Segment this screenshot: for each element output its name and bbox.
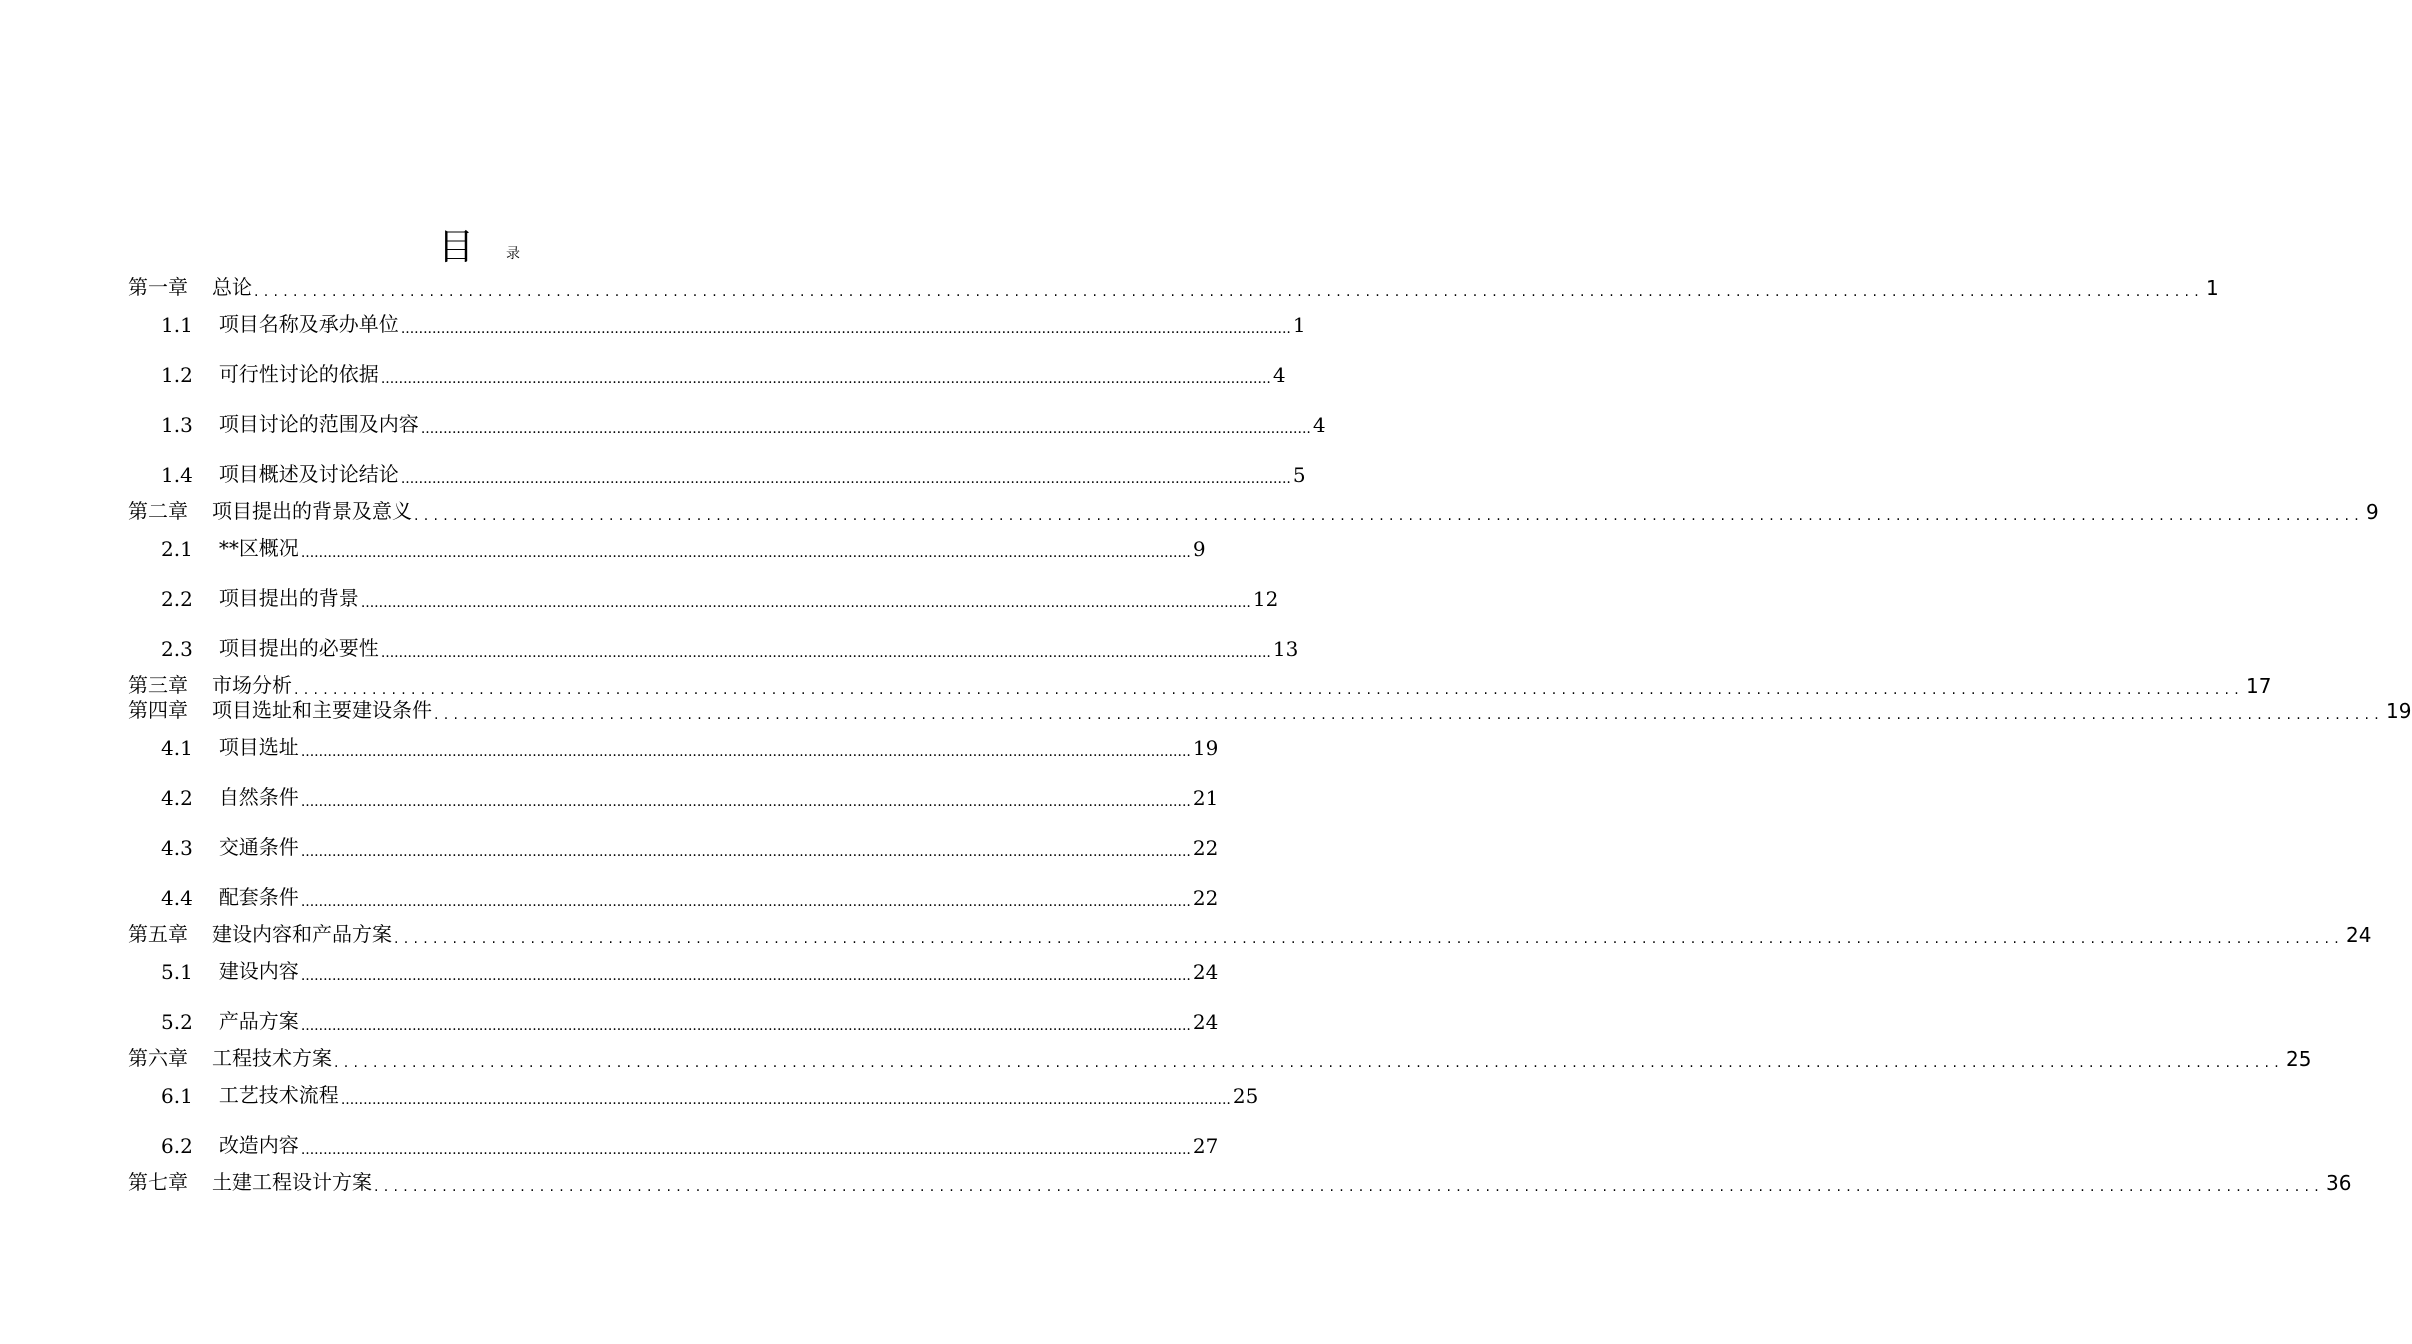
toc-entry-label: 工程技术方案 bbox=[212, 1046, 332, 1070]
toc-entry-number: 第六章 bbox=[128, 1046, 188, 1070]
toc-section-row[interactable] bbox=[0, 1082, 1259, 1108]
toc-section-row[interactable] bbox=[0, 734, 1219, 760]
toc-entry-label: 项目选址和主要建设条件 bbox=[212, 698, 432, 722]
toc-entry-number: 4.1 bbox=[161, 736, 193, 760]
toc-entry-number: 5.2 bbox=[161, 1010, 193, 1034]
toc-section-row[interactable] bbox=[0, 784, 1219, 810]
toc-page-number: 24 bbox=[1192, 960, 1219, 984]
toc-entry-label: 建设内容 bbox=[218, 959, 299, 983]
toc-entry-label: 交通条件 bbox=[218, 835, 299, 859]
toc-page-number: 9 bbox=[1192, 537, 1206, 561]
toc-entry-label: 项目名称及承办单位 bbox=[218, 312, 399, 336]
toc-entry-number: 1.2 bbox=[161, 363, 193, 387]
toc-dot-leader: ........................................................................................................................................................................................................ bbox=[334, 1055, 2285, 1071]
toc-page-number: 24 bbox=[2346, 923, 2372, 947]
toc-section-row[interactable] bbox=[0, 311, 1306, 337]
toc-dot-leader: ........................................................................................................................................................................................................ bbox=[400, 321, 1291, 337]
toc-entry-label: 项目选址 bbox=[218, 735, 299, 759]
toc-dot-leader: ........................................................................................................................................................................................................ bbox=[374, 1179, 2325, 1195]
toc-chapter-row[interactable] bbox=[0, 1169, 2352, 1195]
toc-dot-leader: ........................................................................................................................................................................................................ bbox=[300, 744, 1191, 760]
toc-dot-leader: ........................................................................................................................................................................................................ bbox=[300, 1018, 1191, 1034]
toc-entry-label: 项目概述及讨论结论 bbox=[218, 462, 399, 486]
toc-entry-number: 2.2 bbox=[161, 587, 193, 611]
toc-section-row[interactable] bbox=[0, 585, 1279, 611]
toc-entry-label: 建设内容和产品方案 bbox=[212, 922, 392, 946]
toc-chapter-row[interactable] bbox=[0, 1045, 2312, 1071]
toc-entry-number: 5.1 bbox=[161, 960, 193, 984]
toc-page-number: 9 bbox=[2366, 500, 2379, 524]
toc-entry-number: 6.1 bbox=[161, 1084, 193, 1108]
toc-page-number: 12 bbox=[1252, 587, 1279, 611]
toc-section-row[interactable] bbox=[0, 1008, 1219, 1034]
toc-entry-number: 第五章 bbox=[128, 922, 188, 946]
toc-entry-number: 第三章 bbox=[128, 673, 188, 697]
toc-section-row[interactable] bbox=[0, 635, 1299, 661]
toc-page-number: 1 bbox=[1292, 313, 1306, 337]
toc-dot-leader: ........................................................................................................................................................................................................ bbox=[434, 707, 2385, 723]
toc-entry-label: 配套条件 bbox=[218, 885, 299, 909]
toc-title-main: 目 bbox=[438, 227, 475, 268]
toc-chapter-row[interactable] bbox=[0, 697, 2412, 723]
toc-entry-label: 土建工程设计方案 bbox=[212, 1170, 372, 1194]
toc-page-number: 22 bbox=[1192, 836, 1219, 860]
toc-dot-leader: ........................................................................................................................................................................................................ bbox=[380, 371, 1271, 387]
toc-dot-leader: ........................................................................................................................................................................................................ bbox=[420, 421, 1311, 437]
toc-section-row[interactable] bbox=[0, 535, 1206, 561]
toc-section-row[interactable] bbox=[0, 411, 1326, 437]
toc-dot-leader: ........................................................................................................................................................................................................ bbox=[380, 645, 1271, 661]
toc-section-row[interactable] bbox=[0, 834, 1219, 860]
toc-entry-number: 4.4 bbox=[161, 886, 193, 910]
toc-entry-number: 2.3 bbox=[161, 637, 193, 661]
toc-entry-number: 第七章 bbox=[128, 1170, 188, 1194]
toc-page-number: 24 bbox=[1192, 1010, 1219, 1034]
toc-entry-number: 1.3 bbox=[161, 413, 193, 437]
toc-entry-number: 1.1 bbox=[161, 313, 193, 337]
toc-chapter-row[interactable] bbox=[0, 498, 2379, 524]
toc-section-row[interactable] bbox=[0, 884, 1219, 910]
toc-page-number: 13 bbox=[1272, 637, 1299, 661]
toc-page-number: 36 bbox=[2326, 1171, 2352, 1195]
toc-entry-label: 改造内容 bbox=[218, 1133, 299, 1157]
toc-entry-label: 市场分析 bbox=[212, 673, 292, 697]
toc-entry-label: 产品方案 bbox=[218, 1009, 299, 1033]
toc-entry-number: 2.1 bbox=[161, 537, 193, 561]
toc-page-number: 17 bbox=[2246, 674, 2272, 698]
toc-section-row[interactable] bbox=[0, 461, 1306, 487]
toc-page-number: 21 bbox=[1192, 786, 1219, 810]
toc-chapter-row[interactable] bbox=[0, 274, 2219, 300]
toc-dot-leader: ........................................................................................................................................................................................................ bbox=[300, 1142, 1191, 1158]
toc-page-number: 4 bbox=[1312, 413, 1326, 437]
toc-page-number: 22 bbox=[1192, 886, 1219, 910]
toc-page-number: 19 bbox=[2386, 699, 2412, 723]
toc-chapter-row[interactable] bbox=[0, 921, 2372, 947]
toc-dot-leader: ........................................................................................................................................................................................................ bbox=[300, 894, 1191, 910]
toc-section-row[interactable] bbox=[0, 958, 1219, 984]
toc-page-number: 27 bbox=[1192, 1134, 1219, 1158]
toc-entry-label: 项目提出的背景 bbox=[218, 586, 359, 610]
toc-dot-leader: ........................................................................................................................................................................................................ bbox=[300, 545, 1191, 561]
toc-dot-leader: ........................................................................................................................................................................................................ bbox=[360, 595, 1251, 611]
toc-entry-label: 工艺技术流程 bbox=[218, 1083, 339, 1107]
toc-entry-label: 总论 bbox=[212, 275, 252, 299]
toc-page-number: 19 bbox=[1192, 736, 1219, 760]
toc-entry-number: 第一章 bbox=[128, 275, 188, 299]
toc-dot-leader: ........................................................................................................................................................................................................ bbox=[340, 1092, 1231, 1108]
toc-page-number: 1 bbox=[2206, 276, 2219, 300]
toc-dot-leader: ........................................................................................................................................................................................................ bbox=[394, 931, 2345, 947]
toc-page-number: 5 bbox=[1292, 463, 1306, 487]
toc-section-row[interactable] bbox=[0, 1132, 1219, 1158]
toc-entry-label: 自然条件 bbox=[218, 785, 299, 809]
toc-entry-label: 项目讨论的范围及内容 bbox=[218, 412, 419, 436]
toc-entry-number: 1.4 bbox=[161, 463, 193, 487]
toc-entry-number: 第二章 bbox=[128, 499, 188, 523]
toc-dot-leader: ........................................................................................................................................................................................................ bbox=[300, 794, 1191, 810]
toc-entry-number: 6.2 bbox=[161, 1134, 193, 1158]
toc-entry-label: **区概况 bbox=[218, 536, 299, 560]
toc-page-number: 25 bbox=[2286, 1047, 2312, 1071]
toc-page-number: 25 bbox=[1232, 1084, 1259, 1108]
toc-section-row[interactable] bbox=[0, 361, 1286, 387]
toc-dot-leader: ........................................................................................................................................................................................................ bbox=[300, 968, 1191, 984]
toc-entry-number: 4.3 bbox=[161, 836, 193, 860]
toc-entry-label: 可行性讨论的依据 bbox=[218, 362, 379, 386]
toc-entry-label: 项目提出的必要性 bbox=[218, 636, 379, 660]
toc-dot-leader: ........................................................................................................................................................................................................ bbox=[300, 844, 1191, 860]
toc-entry-label: 项目提出的背景及意义 bbox=[212, 499, 412, 523]
toc-dot-leader: ........................................................................................................................................................................................................ bbox=[400, 471, 1291, 487]
toc-page-number: 4 bbox=[1272, 363, 1286, 387]
toc-dot-leader: ........................................................................................................................................................................................................ bbox=[254, 284, 2205, 300]
toc-dot-leader: ........................................................................................................................................................................................................ bbox=[294, 682, 2245, 698]
toc-entry-number: 第四章 bbox=[128, 698, 188, 722]
toc-entry-number: 4.2 bbox=[161, 786, 193, 810]
toc-title-secondary: 录 bbox=[506, 246, 520, 262]
toc-dot-leader: ........................................................................................................................................................................................................ bbox=[414, 508, 2365, 524]
